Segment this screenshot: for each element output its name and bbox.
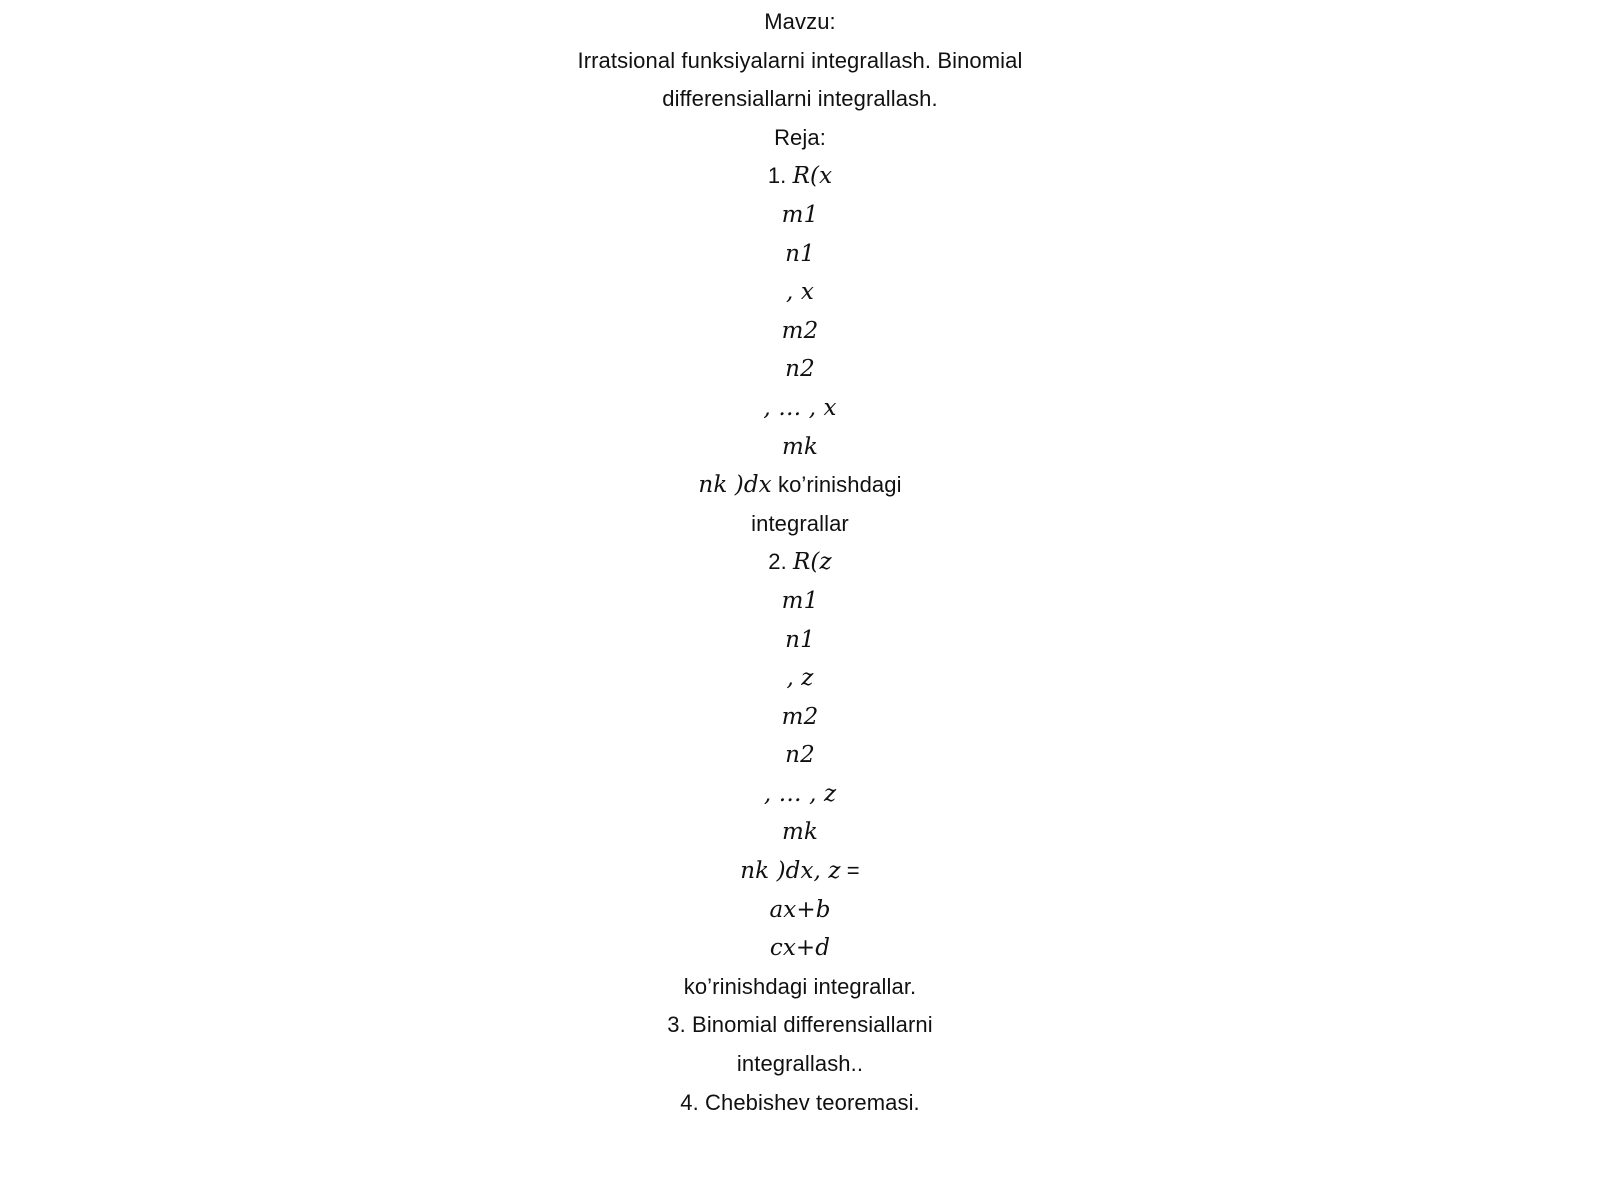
topic-heading: Mavzu: xyxy=(764,9,836,34)
item-2-line-6: n2 xyxy=(785,742,815,769)
item-1-line-8: mk xyxy=(782,433,818,460)
plan-heading: Reja: xyxy=(774,124,826,150)
item-1-line-6: n2 xyxy=(785,356,815,383)
item-2-line-11: cx+d xyxy=(769,935,831,962)
item-1-text: ko’rinishdagi xyxy=(771,472,902,498)
item-2-number: 2. xyxy=(768,549,794,575)
item-2-equals: = xyxy=(840,858,860,884)
item-1-line-2: m1 xyxy=(781,201,819,228)
item-2-differential: nk )dx, z xyxy=(740,858,841,885)
item-2-line-10: ax+b xyxy=(769,896,831,923)
item-2-line-8: mk xyxy=(782,819,818,846)
item-1-differential: nk )dx xyxy=(698,472,772,499)
item-1-line-1 xyxy=(0,157,1600,196)
item-1-line-5: m2 xyxy=(781,317,819,344)
item-1-math: R(x xyxy=(792,163,833,190)
item-2-line-7: , … , z xyxy=(763,780,837,807)
item-1-line-4: , x xyxy=(786,279,814,306)
item-1-number: 1. xyxy=(767,163,793,189)
title-line-2: differensiallarni integrallash. xyxy=(662,86,938,112)
item-1-line-9 xyxy=(0,466,1600,505)
title-line-1: Irratsional funksiyalarni integrallash. Binomial xyxy=(577,47,1023,73)
item-2-math: R(z xyxy=(793,549,832,576)
item-1-line-10: integrallar xyxy=(751,510,849,536)
item-1-line-7: , … , x xyxy=(763,394,837,421)
item-2-line-9 xyxy=(0,852,1600,891)
item-3-line-2: integrallash.. xyxy=(736,1051,864,1077)
item-2-line-2: m1 xyxy=(781,587,819,614)
item-2-line-1 xyxy=(0,543,1600,582)
item-2-line-4: , z xyxy=(786,665,814,692)
item-2-line-3: n1 xyxy=(785,626,815,653)
item-4-line-1: 4. Chebishev teoremasi. xyxy=(680,1089,920,1115)
item-2-line-12: ko’rinishdagi integrallar. xyxy=(683,973,917,999)
item-2-line-5: m2 xyxy=(781,703,819,730)
item-3-line-1: 3. Binomial differensiallarni xyxy=(667,1012,933,1038)
item-1-line-3: n1 xyxy=(785,240,815,267)
